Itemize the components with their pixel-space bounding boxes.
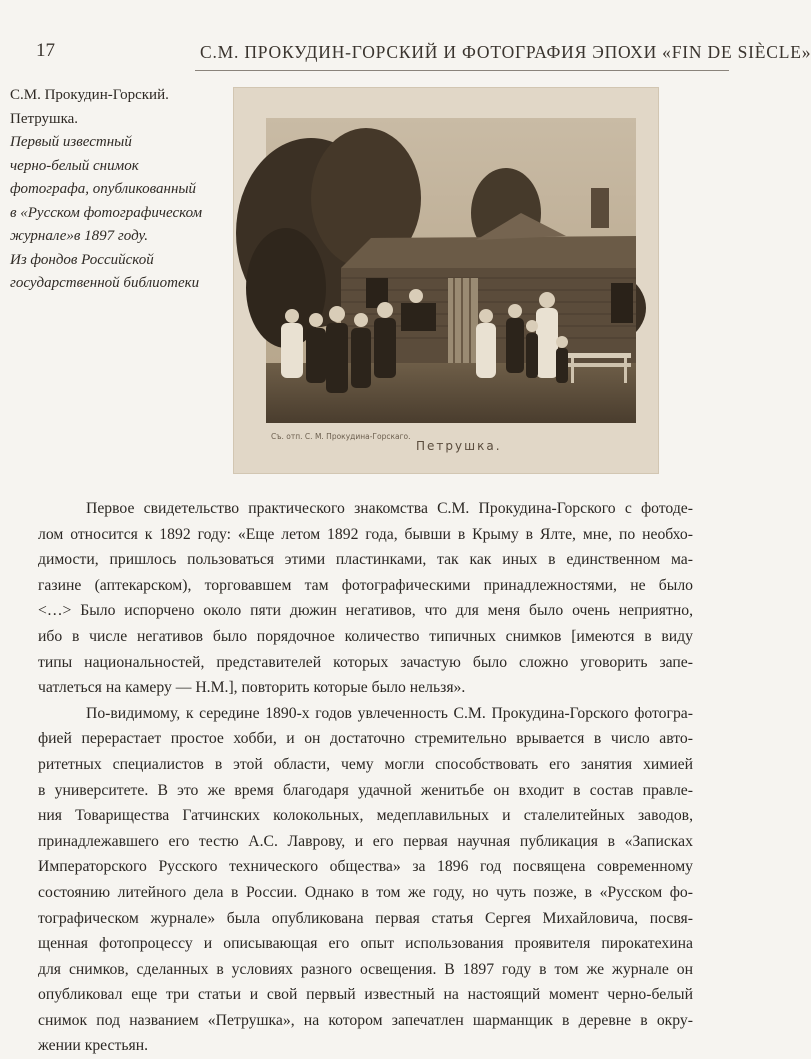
paragraph-line: лом относится к 1892 году: «Еще летом 1892 года, бывши в Крыму в Ялте, мне, по необхо- <box>38 525 693 543</box>
paragraph-line: димости, пришлось пользоваться этими пластинками, так как иных в единственном ма- <box>38 551 693 569</box>
caption-description-line: фотографа, опубликованный <box>10 181 197 197</box>
running-head: С.М. ПРОКУДИН-ГОРСКИЙ И ФОТОГРАФИЯ ЭПОХИ «FIN DE SIÈCLE» <box>200 42 811 62</box>
paragraph-line: По-видимому, к середине 1890-х годов увлеченность С.М. Прокудина-Горского фотогра- <box>86 704 693 722</box>
paragraph-line: состоянию литейного дела в России. Однако в том же году, но чуть позже, в «Русском фо- <box>38 883 693 901</box>
paragraph-line: принадлежавшего его тестю А.С. Лаврову, и его первая научная публикация в «Записках <box>38 832 693 850</box>
paragraph-line: снимок под названием «Петрушка», на котором запечатлен шарманщик в деревне в окру- <box>38 1011 693 1029</box>
plate-title: Петрушка. <box>416 439 502 453</box>
paragraph-line: ибо в числе негативов было порядочное количество типичных снимков [имеются в виду <box>38 627 693 645</box>
page-header <box>0 0 811 80</box>
photo-plate <box>233 87 659 474</box>
caption-description-line: Из фондов Российской <box>10 251 154 268</box>
paragraph-line: жении крестьян. <box>38 1037 149 1055</box>
caption-description-line: журнале»в 1897 году. <box>10 228 148 244</box>
photo-illustration <box>266 118 636 423</box>
header-rule <box>195 70 729 71</box>
paragraph-line: типы национальностей, представителей которых зачастую было сложно уговорить запе- <box>38 653 693 671</box>
paragraph-line: для снимков, сделанных в условиях разного освещения. В 1897 году в том же журнале он <box>38 960 693 978</box>
plate-credit: Съ. отп. С. М. Прокудина-Горскаго. <box>271 432 411 441</box>
paragraph-line: ритетных специалистов в этой области, чему могли способствовать его занятия химией <box>38 755 693 773</box>
caption-description-line: государственной библиотеки <box>10 275 200 291</box>
paragraph-line: щенная фотопроцессу и описывающая его опыт использования проявителя пирокатехина <box>38 935 693 953</box>
page-number: 17 <box>36 40 55 61</box>
caption-description-line: Первый известный <box>10 134 132 150</box>
paragraph-line: <…> Было испорчено около пяти дюжин негативов, что для меня было очень неприятно, <box>38 602 693 620</box>
caption-description-line: в «Русском фотографическом <box>10 204 203 221</box>
caption-description-line: черно-белый снимок <box>10 157 139 174</box>
paragraph-line: ния Товарищества Гатчинских колокольных, медеплавильных и сталелитейных заводов, <box>38 807 693 825</box>
paragraph-line: чатлеться на камеру — Н.М.], повторить которые было нельзя». <box>38 679 466 697</box>
paragraph-line: Императорского Русского технического общества» за 1896 год посвящена современному <box>38 858 693 876</box>
caption-title: Петрушка. <box>10 110 79 127</box>
paragraph-line: опубликовал еще три статьи и свой первый известный на настоящий момент черно-белый <box>38 986 693 1004</box>
paragraph-line: фией перерастает простое хобби, и он достаточно стремительно врывается в число авто- <box>38 730 693 748</box>
paragraph-line: в университете. В это же время благодаря удачной женитьбе он входит в состав правле- <box>38 781 693 799</box>
photo-caption <box>10 84 225 296</box>
paragraph-line: тографическом журнале» была опубликована первая статья Сергея Михайловича, посвя- <box>38 909 693 927</box>
paragraph-line: Первое свидетельство практического знакомства С.М. Прокудина-Горского с фотоде- <box>86 500 693 517</box>
paragraph-line: газине (аптекарском), торговавшем там фотографическими принадлежностями, не было <box>38 576 693 594</box>
caption-author: С.М. Прокудин-Горский. <box>10 87 169 103</box>
article-body <box>38 496 693 1059</box>
